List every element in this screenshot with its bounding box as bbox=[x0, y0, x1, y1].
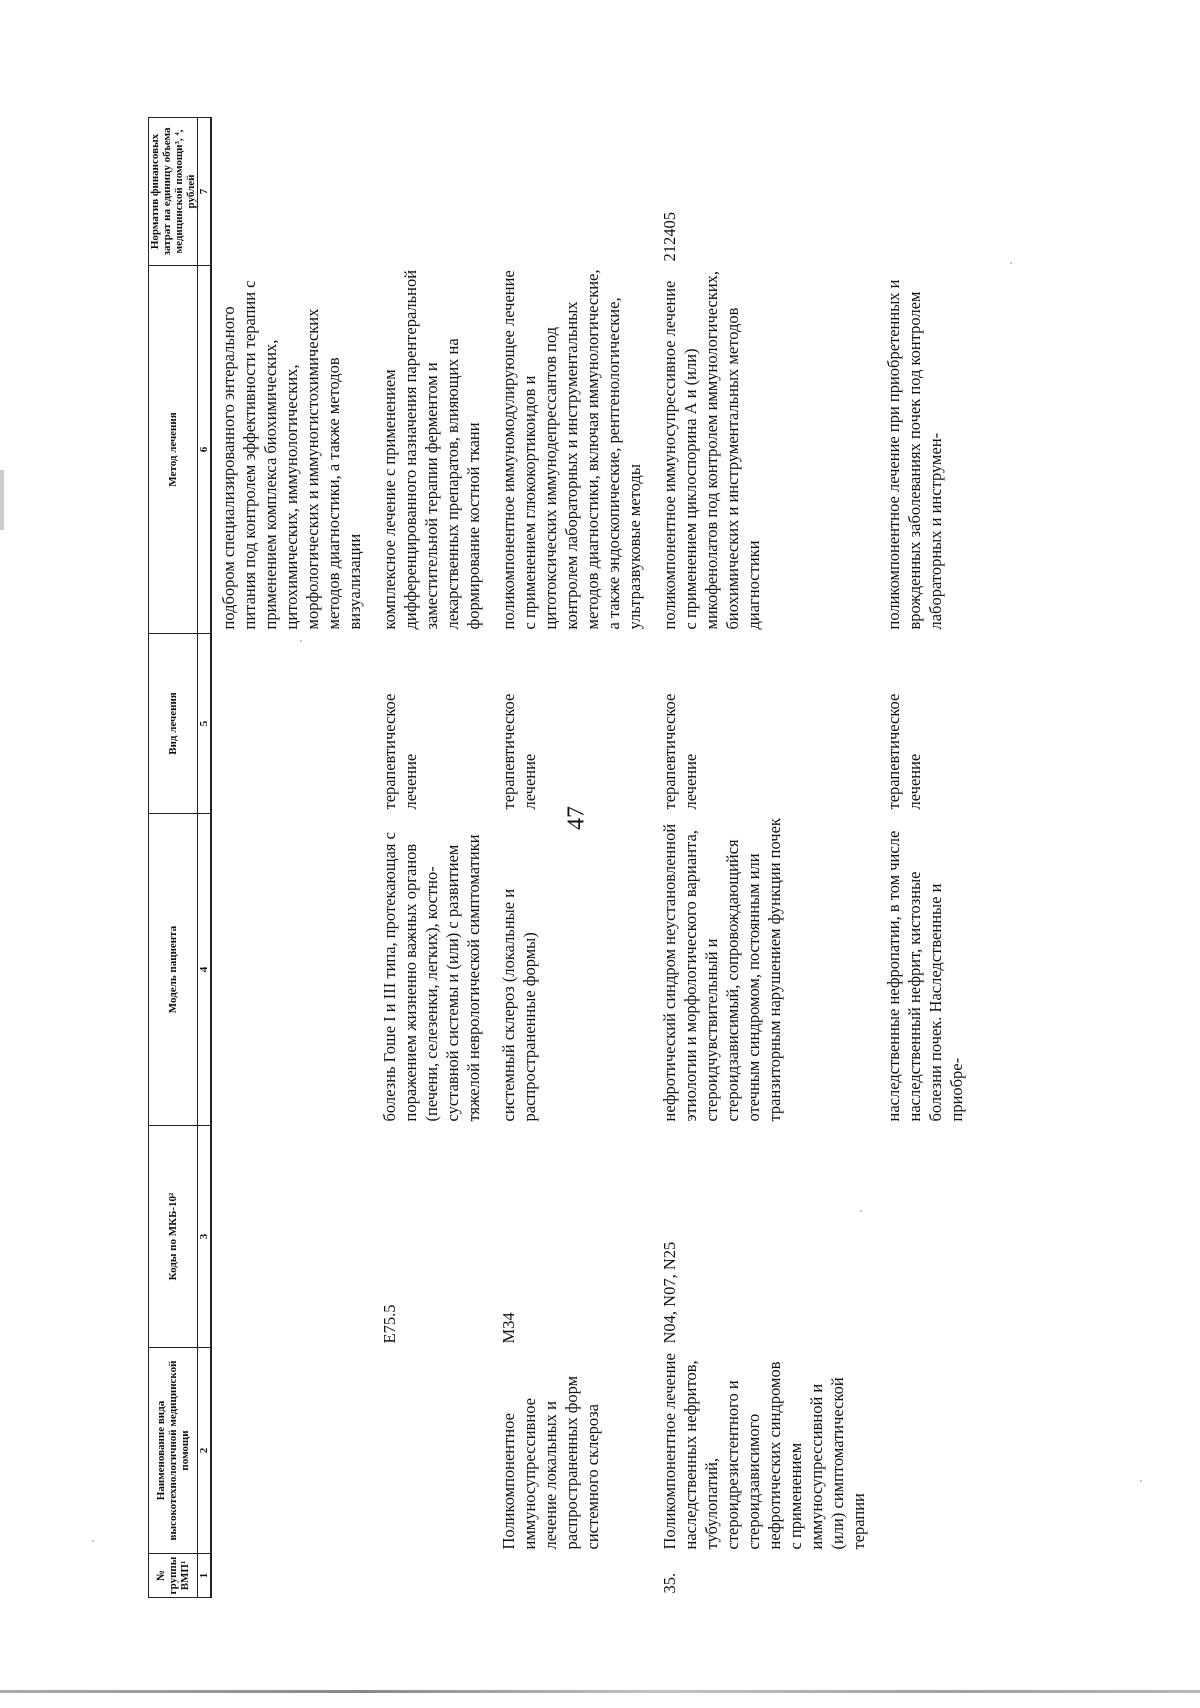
rotated-page bbox=[148, 118, 1170, 1598]
cell-treatment-method: поликомпонентное иммуносупрессивное лечение с применением циклоспорина А и (или) микофенолатов под контролем иммунологических, биохимических и инструментальных методов диагностики bbox=[660, 270, 763, 630]
cell-treatment-method: поликомпонентное иммуномодулирующее лечение с применением глюкокортикоидов и цитотоксических иммунодепрессантов под контролем лабораторных и инструментальных методов диагностики, включая иммунологические, а также эндоскопические, рентгенологические, ультразвуковые методы bbox=[499, 269, 644, 630]
column-number: 2 bbox=[198, 1348, 212, 1554]
cell-patient-model bbox=[211, 814, 373, 1126]
table-row bbox=[492, 118, 653, 1598]
table-row bbox=[373, 118, 492, 1598]
cell-group-number bbox=[211, 1554, 373, 1598]
cell-care-type: Поликомпонентное лечение наследственных нефритов, тубулопатий, стероидрезистентного и стероидзависимого нефротических синдромов с применением иммуносупрессивной и (или) симптоматической терапии bbox=[660, 1353, 868, 1550]
header-patient-model: Модель пациента bbox=[149, 814, 198, 1126]
cell-cost-norm bbox=[877, 118, 975, 266]
cell-patient-model: нефротический синдром неустановленной этиологии и морфологического варианта, стероидчувствительный и стероидзависимый, сопровождающийся отечным синдромом, постоянным или транзиторным нарушением функции почек bbox=[660, 818, 784, 1122]
cell-group-number bbox=[492, 1554, 653, 1598]
scan-speck bbox=[92, 1540, 94, 1542]
header-group-number: № группы ВМП¹ bbox=[149, 1554, 198, 1598]
column-number-row bbox=[198, 118, 212, 1598]
table-row bbox=[211, 118, 373, 1598]
scan-margin-mark bbox=[0, 470, 4, 530]
table-row bbox=[653, 118, 877, 1598]
header-icd-codes: Коды по МКБ-10² bbox=[149, 1126, 198, 1348]
cell-patient-model: наследственные нефропатии, в том числе наследственный нефрит, кистозные болезни почек. Наследственные и приобре- bbox=[884, 830, 966, 1122]
cell-cost-norm: 212405 bbox=[660, 212, 679, 262]
cell-treatment-type: терапевтическое лечение bbox=[884, 693, 924, 810]
cell-icd-codes: N04, N07, N25 bbox=[660, 1241, 679, 1344]
page-number: 47 bbox=[563, 806, 590, 830]
header-care-type: Наименование вида высокотехнологичной медицинской помощи bbox=[149, 1348, 198, 1554]
column-number: 4 bbox=[198, 814, 212, 1126]
cell-treatment-method: комплексное лечение с применением дифференцированного назначения парентеральной заместительной терапии ферментом и лекарственных препаратов, влияющих на формирование костной ткани bbox=[380, 269, 483, 630]
cell-care-type bbox=[373, 1348, 492, 1554]
column-number: 3 bbox=[198, 1126, 212, 1348]
vmp-table bbox=[148, 117, 975, 1598]
scan-edge-line bbox=[0, 1690, 1200, 1693]
cell-patient-model: системный склероз (локальные и распространенные формы) bbox=[499, 888, 539, 1122]
cell-treatment-type bbox=[211, 634, 373, 814]
cell-treatment-type: терапевтическое лечение bbox=[660, 693, 700, 810]
cell-icd-codes: E75.5 bbox=[380, 1304, 399, 1344]
cell-icd-codes bbox=[877, 1126, 975, 1348]
cell-care-type bbox=[877, 1348, 975, 1554]
header-treatment-type: Вид лечения bbox=[149, 634, 198, 814]
cell-treatment-type: терапевтическое лечение bbox=[499, 693, 539, 810]
cell-treatment-method: поликомпонентное лечение при приобретенных и врожденных заболеваниях почек под контролем лабораторных и инструмен- bbox=[884, 279, 945, 630]
cell-patient-model: болезнь Гоше I и III типа, протекающая с поражением жизненно важных органов (печени, селезенки, легких), костно-суставной системы и (или) с развитием тяжелой неврологической симптоматики bbox=[380, 832, 483, 1122]
cell-treatment-method: подбором специализированного энтерального питания под контролем эффективности терапии с применением комплекса биохимических, цитохимических, иммунологических, морфологических и иммуногистохимических методов диагностики, а также методов визуализации bbox=[219, 280, 364, 630]
column-number: 6 bbox=[198, 266, 212, 634]
table-row bbox=[877, 118, 975, 1598]
column-number: 7 bbox=[198, 118, 212, 266]
cell-care-type: Поликомпонентное иммуносупрессивное лечение локальных и распространенных форм системного склероза bbox=[499, 1375, 602, 1550]
cell-cost-norm bbox=[211, 118, 373, 266]
header-row bbox=[149, 118, 198, 1598]
header-cost-norm: Норматив финансовых затрат на единицу объема медицинской помощи³, ⁴, рублей bbox=[149, 118, 198, 266]
column-number: 5 bbox=[198, 634, 212, 814]
cell-icd-codes: M34 bbox=[499, 1312, 518, 1344]
column-number: 1 bbox=[198, 1554, 212, 1598]
header-treatment-method: Метод лечения bbox=[149, 266, 198, 634]
cell-cost-norm bbox=[373, 118, 492, 266]
cell-group-number bbox=[877, 1554, 975, 1598]
cell-cost-norm bbox=[492, 118, 653, 266]
cell-group-number bbox=[373, 1554, 492, 1598]
cell-group-number: 35. bbox=[660, 1572, 679, 1594]
cell-icd-codes bbox=[211, 1126, 373, 1348]
cell-care-type bbox=[211, 1348, 373, 1554]
cell-treatment-type: терапевтическое лечение bbox=[380, 693, 420, 810]
